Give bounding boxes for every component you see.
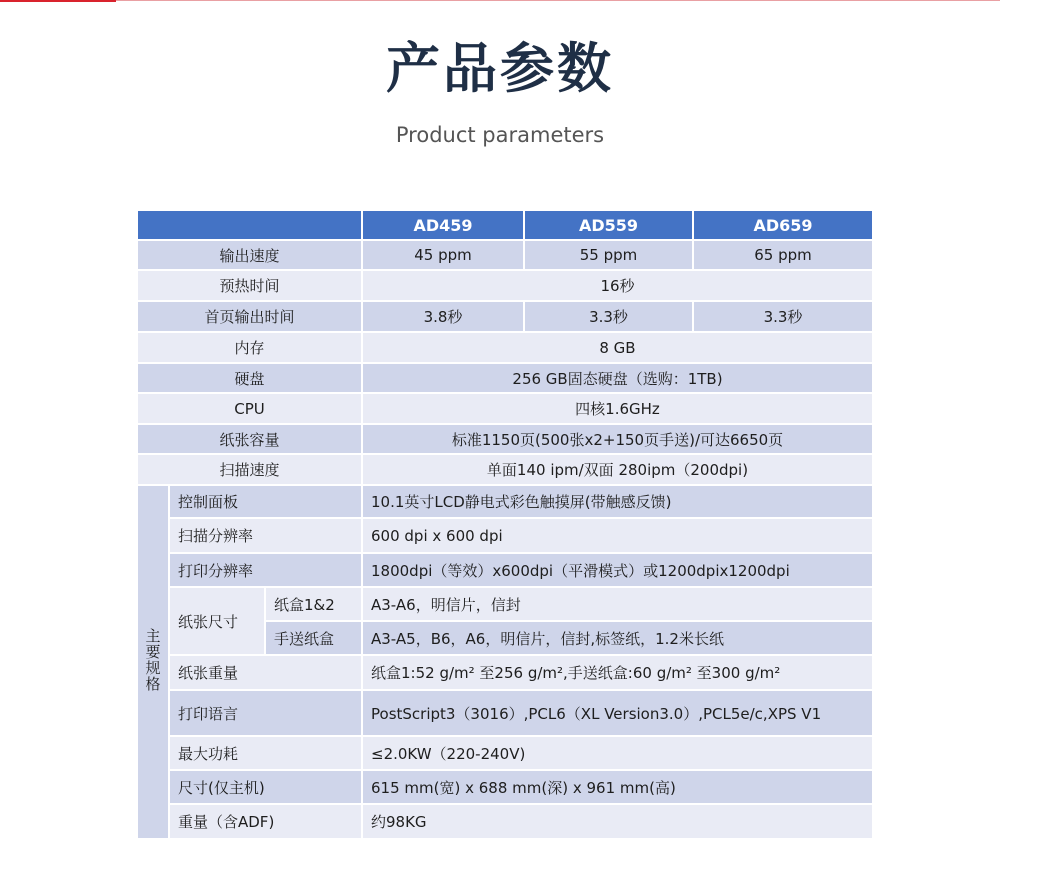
spec-table bbox=[136, 209, 874, 840]
cell-value: 标准1150页(500张x2+150页手送)/可达6650页 bbox=[362, 424, 873, 454]
table-row bbox=[137, 240, 873, 270]
table-row bbox=[137, 363, 873, 393]
table-row bbox=[137, 301, 873, 332]
table-row bbox=[137, 332, 873, 363]
top-accent-line bbox=[0, 0, 116, 2]
cell-value: 256 GB固态硬盘（选购：1TB) bbox=[362, 363, 873, 393]
cell-value: 600 dpi x 600 dpi bbox=[362, 518, 873, 553]
row-label: 扫描速度 bbox=[137, 454, 362, 485]
top-divider-line bbox=[116, 0, 1000, 1]
cell-value: 16秒 bbox=[362, 270, 873, 301]
cell-value: 55 ppm bbox=[524, 240, 693, 270]
row-label: 预热时间 bbox=[137, 270, 362, 301]
table-row bbox=[137, 270, 873, 301]
table-row bbox=[137, 485, 873, 518]
row-label: 纸张重量 bbox=[169, 655, 362, 690]
group-label-cell bbox=[137, 485, 169, 839]
cell-value: A3-A5，B6，A6，明信片，信封,标签纸，1.2米长纸 bbox=[362, 621, 873, 655]
table-row bbox=[137, 770, 873, 804]
model-header-2: AD559 bbox=[524, 210, 693, 240]
cell-value: 1800dpi（等效）x600dpi（平滑模式）或1200dpix1200dpi bbox=[362, 553, 873, 587]
table-header-row bbox=[137, 210, 873, 240]
sub-label: 纸盒1&2 bbox=[265, 587, 362, 621]
row-label: 纸张尺寸 bbox=[169, 587, 265, 655]
cell-value: 纸盒1:52 g/m² 至256 g/m²,手送纸盒:60 g/m² 至300 g/m² bbox=[362, 655, 873, 690]
sub-label: 手送纸盒 bbox=[265, 621, 362, 655]
table-row bbox=[137, 393, 873, 424]
table-row bbox=[137, 690, 873, 736]
group-label: 主要规格 bbox=[143, 628, 162, 692]
page-subtitle: Product parameters bbox=[395, 123, 605, 147]
cell-value: 10.1英寸LCD静电式彩色触摸屏(带触感反馈) bbox=[362, 485, 873, 518]
cell-value: 615 mm(宽) x 688 mm(深) x 961 mm(高) bbox=[362, 770, 873, 804]
cell-value: 3.8秒 bbox=[362, 301, 524, 332]
row-label: 输出速度 bbox=[137, 240, 362, 270]
header-blank bbox=[137, 210, 362, 240]
row-label: 打印语言 bbox=[169, 690, 362, 736]
table-row bbox=[137, 518, 873, 553]
row-label: 硬盘 bbox=[137, 363, 362, 393]
cell-value: PostScript3（3016）,PCL6（XL Version3.0）,PCL5e/c,XPS V1 bbox=[362, 690, 873, 736]
cell-value: A3-A6，明信片，信封 bbox=[362, 587, 873, 621]
row-label: 打印分辨率 bbox=[169, 553, 362, 587]
cell-value: 单面140 ipm/双面 280ipm（200dpi) bbox=[362, 454, 873, 485]
table-row bbox=[137, 587, 873, 621]
table-row bbox=[137, 804, 873, 839]
table-row bbox=[137, 454, 873, 485]
table-row bbox=[137, 424, 873, 454]
cell-value: 65 ppm bbox=[693, 240, 873, 270]
row-label: 尺寸(仅主机) bbox=[169, 770, 362, 804]
row-label: 扫描分辨率 bbox=[169, 518, 362, 553]
cell-value: 3.3秒 bbox=[524, 301, 693, 332]
table-row bbox=[137, 655, 873, 690]
cell-value: 3.3秒 bbox=[693, 301, 873, 332]
row-label: 控制面板 bbox=[169, 485, 362, 518]
row-label: 纸张容量 bbox=[137, 424, 362, 454]
row-label: 首页输出时间 bbox=[137, 301, 362, 332]
cell-value: 45 ppm bbox=[362, 240, 524, 270]
model-header-1: AD459 bbox=[362, 210, 524, 240]
table-row bbox=[137, 553, 873, 587]
row-label: 重量（含ADF) bbox=[169, 804, 362, 839]
model-header-3: AD659 bbox=[693, 210, 873, 240]
row-label: 内存 bbox=[137, 332, 362, 363]
cell-value: 约98KG bbox=[362, 804, 873, 839]
cell-value: 四核1.6GHz bbox=[362, 393, 873, 424]
row-label: CPU bbox=[137, 393, 362, 424]
table-row bbox=[137, 736, 873, 770]
cell-value: 8 GB bbox=[362, 332, 873, 363]
page-title: 产品参数 bbox=[386, 37, 614, 100]
row-label: 最大功耗 bbox=[169, 736, 362, 770]
cell-value: ≤2.0KW（220-240V) bbox=[362, 736, 873, 770]
